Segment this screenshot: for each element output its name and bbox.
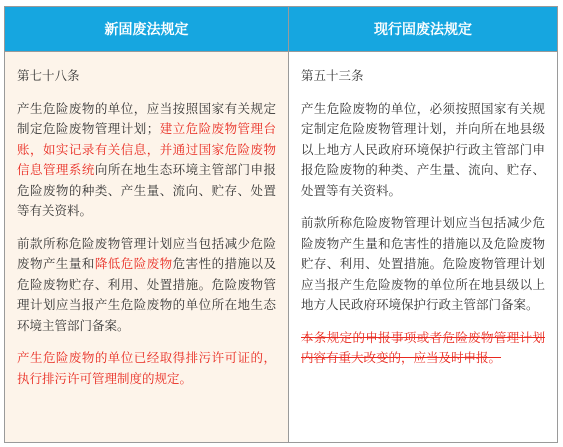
current-paragraph-3-struck: 本条规定的申报事项或者危险废物管理计划内容有重大改变的，应当及时申报。	[301, 329, 545, 365]
new-p2-highlight: 降低危险废物	[94, 256, 173, 271]
current-article-number: 第五十三条	[301, 68, 364, 83]
new-p2-text-a: 前款所称危险废物管理计划应当包括减少危险废物产生量和	[17, 235, 276, 271]
current-paragraph-1: 产生危险废物的单位，必须按照国家有关规定制定危险废物管理计划，并向所在地县级以上地方人民政府环境保护行政主管部门申报危险废物的种类、产生量、流向、贮存、处置等有关资料。	[301, 100, 545, 198]
current-paragraph-2: 前款所称危险废物管理计划应当包括减少危险废物产生量和危害性的措施以及危险废物贮存、利用、处置措施。危险废物管理计划应当报产生危险废物的单位所在地县级以上地方人民政府环境保护行政主管部门备案。	[301, 215, 545, 312]
header-new-law: 新固废法规定	[5, 7, 289, 52]
table-header-row	[5, 7, 558, 52]
new-law-cell	[5, 52, 289, 443]
new-p1-highlight: 建立危险废物管理台账，如实记录有关信息，并通过国家危险废物信息管理系统	[17, 121, 276, 177]
comparison-table	[4, 6, 558, 443]
new-paragraph-1	[17, 99, 276, 222]
new-paragraph-2	[17, 234, 276, 337]
new-article-number: 第七十八条	[17, 68, 80, 83]
comparison-table-wrapper	[4, 6, 557, 443]
new-p1-text-b: 向所在地生态环境主管部门申报危险废物的种类、产生量、流向、贮存、处置等有关资料。	[17, 162, 276, 218]
table-body-row	[5, 52, 558, 443]
current-law-cell	[289, 52, 558, 443]
new-p1-text-a: 产生危险废物的单位，应当按照国家有关规定制定危险废物管理计划；	[17, 100, 276, 136]
new-p2-text-b: 危害性的措施以及危险废物贮存、利用、处置措施。危险废物管理计划应当报产生危险废物的单位所在地生态环境主管部门备案。	[17, 256, 276, 333]
header-current-law: 现行固废法规定	[289, 7, 558, 52]
new-paragraph-3: 产生危险废物的单位已经取得排污许可证的，执行排污许可管理制度的规定。	[17, 350, 276, 386]
